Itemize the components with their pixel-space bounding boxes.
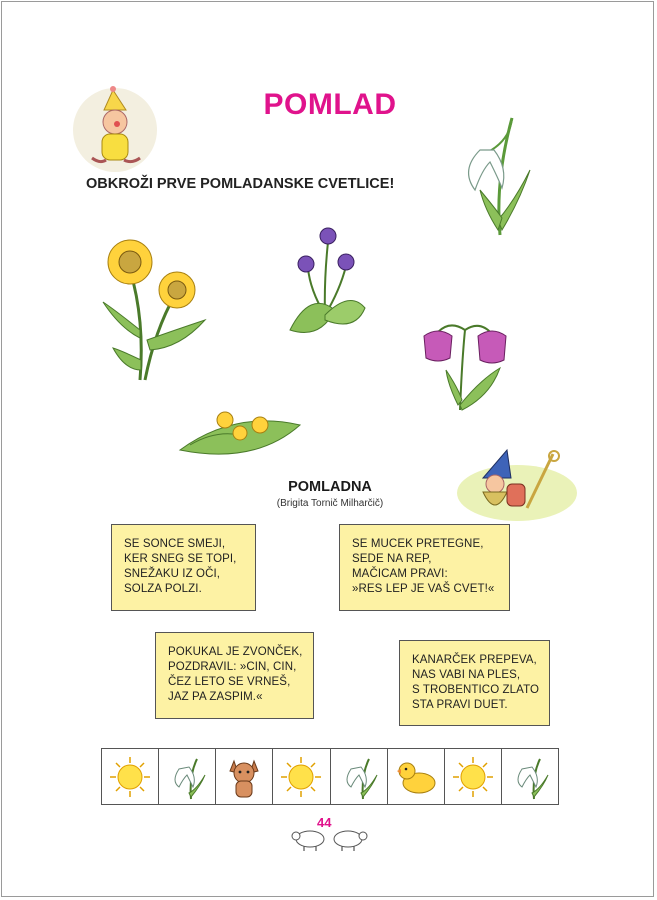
- pattern-cell: [445, 749, 502, 804]
- stanza-line: SE MUCEK PRETEGNE,: [352, 538, 484, 550]
- pattern-cell: [388, 749, 445, 804]
- gnome-illustration: [70, 70, 160, 180]
- pattern-cell: [102, 749, 159, 804]
- snowdrop-icon: [165, 753, 209, 801]
- bellflower-illustration: [410, 310, 520, 415]
- pattern-strip: [101, 748, 559, 805]
- stanza-line: MAČICAM PRAVI:: [352, 568, 448, 580]
- poem-author: (Brigita Tornič Milharčič): [276, 498, 384, 509]
- pattern-cell: [273, 749, 330, 804]
- snowdrop-illustration: [440, 100, 535, 240]
- poem-title: POMLADNA: [288, 479, 372, 495]
- pattern-cell: [331, 749, 388, 804]
- stanza-line: STA PRAVI DUET.: [412, 699, 508, 711]
- stanza-line: SNEŽAKU IZ OČI,: [124, 568, 221, 580]
- pattern-cell: [216, 749, 273, 804]
- stanza-line: KANARČEK PREPEVA,: [412, 654, 537, 666]
- stanza-line: SE SONCE SMEJI,: [124, 538, 226, 550]
- duck-icon: [393, 757, 439, 797]
- stanza-line: KER SNEG SE TOPI,: [124, 553, 237, 565]
- violet-illustration: [280, 220, 370, 345]
- primrose-illustration: [175, 405, 305, 465]
- stanza-4: [399, 640, 550, 726]
- instruction-text: OBKROŽI PRVE POMLADANSKE CVETLICE!: [86, 176, 395, 192]
- fox-icon: [222, 753, 266, 801]
- sun-icon: [451, 755, 495, 799]
- stanza-line: JAZ PA ZASPIM.«: [168, 691, 263, 703]
- page-number: 44: [317, 815, 332, 830]
- wizard-illustration: [455, 448, 580, 523]
- stanza-line: NAS VABI NA PLES,: [412, 669, 521, 681]
- pattern-cell: [502, 749, 558, 804]
- sun-icon: [108, 755, 152, 799]
- stanza-line: SEDE NA REP,: [352, 553, 432, 565]
- stanza-line: POKUKAL JE ZVONČEK,: [168, 646, 303, 658]
- stanza-1: [111, 524, 256, 611]
- stanza-line: »RES LEP JE VAŠ CVET!«: [352, 583, 495, 595]
- stanza-3: [155, 632, 314, 719]
- snowdrop-icon: [508, 753, 552, 801]
- stanza-line: POZDRAVIL: »CIN, CIN,: [168, 661, 297, 673]
- stanza-line: ČEZ LETO SE VRNEŠ,: [168, 676, 291, 688]
- pattern-cell: [159, 749, 216, 804]
- page-number-area: [290, 815, 370, 855]
- page-title: POMLAD: [263, 88, 397, 121]
- stanza-line: S TROBENTICO ZLATO: [412, 684, 540, 696]
- stanza-2: [339, 524, 510, 611]
- stanza-line: SOLZA POLZI.: [124, 583, 202, 595]
- sun-icon: [279, 755, 323, 799]
- sunflower-illustration: [95, 230, 220, 385]
- snowdrop-icon: [337, 753, 381, 801]
